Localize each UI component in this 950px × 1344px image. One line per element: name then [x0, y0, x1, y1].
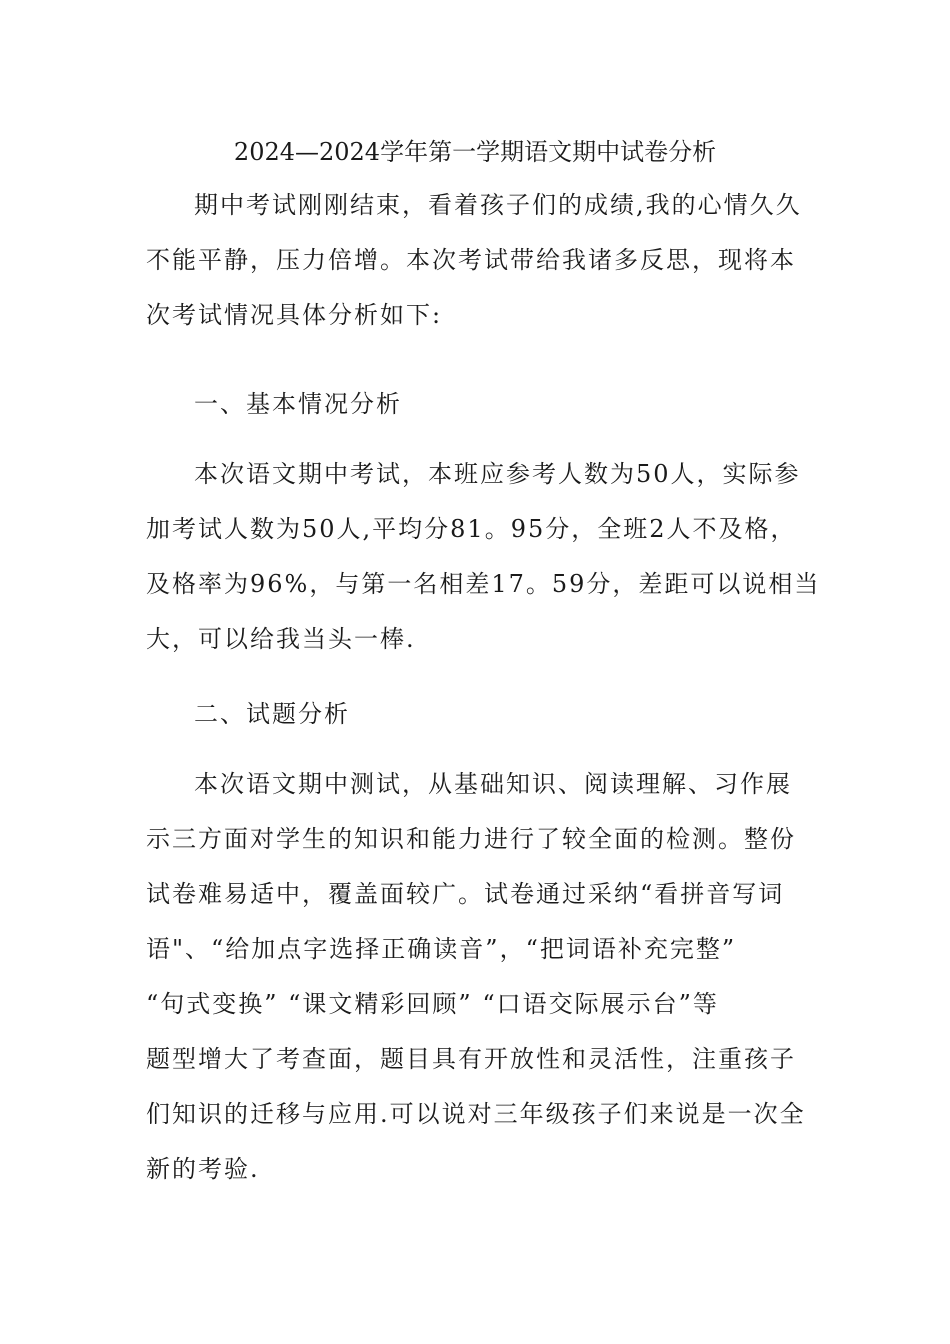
section2-line: 们知识的迁移与应用.可以说对三年级孩子们来说是一次全 — [146, 1100, 806, 1128]
section1-heading: 一、基本情况分析 — [194, 390, 402, 418]
section1-line: 加考试人数为50人,平均分81。95分，全班2人不及格， — [146, 515, 797, 543]
section1-line: 大，可以给我当头一棒. — [146, 625, 416, 653]
section2-paragraph — [146, 757, 806, 1197]
intro-line: 期中考试刚刚结束，看着孩子们的成绩,我的心情久久 — [194, 191, 802, 219]
section2-line: 题型增大了考查面，题目具有开放性和灵活性，注重孩子 — [146, 1045, 796, 1073]
section2-line: “句式变换” “课文精彩回顾” “口语交际展示台”等 — [146, 990, 719, 1018]
intro-paragraph — [146, 178, 806, 343]
section1-line: 本次语文期中考试，本班应参考人数为50人，实际参 — [194, 460, 801, 488]
section2-line: 新的考验. — [146, 1155, 260, 1183]
section1-line: 及格率为96%，与第一名相差17。59分，差距可以说相当 — [146, 570, 821, 598]
section2-line: 本次语文期中测试，从基础知识、阅读理解、习作展 — [194, 770, 792, 798]
section2-line: 试卷难易适中，覆盖面较广。试卷通过采纳“看拼音写词 — [146, 880, 785, 908]
document-title: 2024—2024学年第一学期语文期中试卷分析 — [233, 138, 717, 166]
intro-line: 次考试情况具体分析如下: — [146, 301, 443, 329]
section1-paragraph — [146, 447, 821, 667]
intro-line: 不能平静，压力倍增。本次考试带给我诸多反思，现将本 — [146, 246, 796, 274]
section2-line: 示三方面对学生的知识和能力进行了较全面的检测。整份 — [146, 825, 796, 853]
section2-heading: 二、试题分析 — [194, 700, 350, 728]
section2-line: 语"、“给加点字选择正确读音”，“把词语补充完整” — [146, 935, 737, 963]
